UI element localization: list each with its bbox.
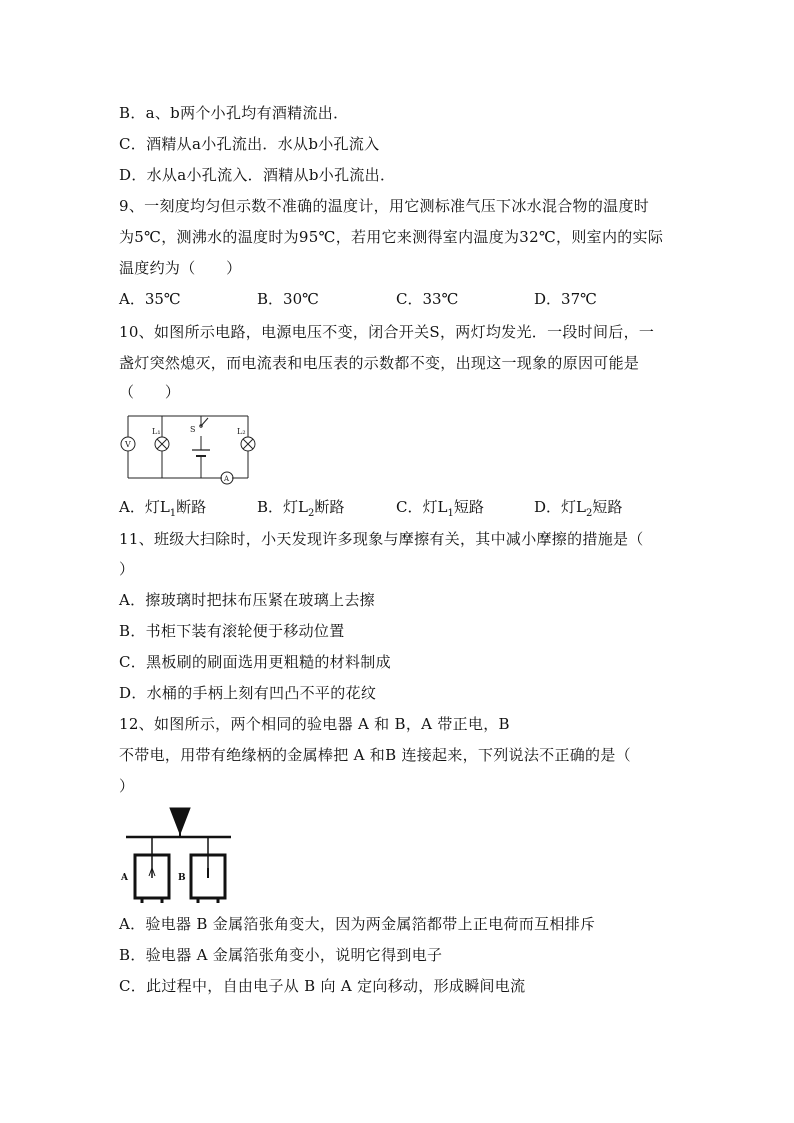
q10-stem-line2: 盏灯突然熄灭，而电流表和电压表的示数都不变，出现这一现象的原因可能是 [119, 354, 640, 372]
q12-stem-line3: ） [119, 777, 135, 795]
q10-option-a: A．灯$L_1$断路 [119, 498, 207, 519]
q12-stem-line1: 12、如图所示，两个相同的验电器 A 和 B，A 带正电，B [119, 715, 510, 733]
q10-option-b: B．灯$L_2$断路 [257, 498, 345, 519]
q12-option-c: C．此过程中，自由电子从 B 向 A 定向移动，形成瞬间电流 [119, 977, 526, 995]
q11-option-d: D．水桶的手柄上刻有凹凸不平的花纹 [119, 684, 377, 702]
lamp-l1-label: L₁ [152, 427, 161, 436]
q8-option-b: B．a、b两个小孔均有酒精流出． [119, 104, 349, 122]
q9-stem-line1: 9、一刻度均匀但示数不准确的温度计，用它测标准气压下冰水混合物的温度时 [119, 197, 650, 215]
q9-option-d: D．37℃ [534, 290, 597, 308]
q8-option-d: D．水从a小孔流入．酒精从b小孔流出． [119, 166, 396, 184]
ammeter-label: A [224, 475, 230, 483]
q11-stem-line2: ） [119, 560, 135, 578]
q11-option-a: A．擦玻璃时把抹布压紧在玻璃上去擦 [119, 591, 375, 609]
electroscope-a-label: A [121, 873, 128, 883]
q10-option-c: C．灯$L_1$短路 [396, 498, 484, 519]
q11-stem-line1: 11、班级大扫除时，小天发现许多现象与摩擦有关，其中减小摩擦的措施是（ [119, 530, 644, 548]
lamp-l2-label: L₂ [237, 427, 246, 436]
q9-option-b: B．30℃ [257, 290, 319, 308]
q12-stem-line2: 不带电，用带有绝缘柄的金属棒把 A 和B 连接起来，下列说法不正确的是（ [119, 746, 631, 764]
q11-option-c: C．黑板刷的刷面选用更粗糙的材料制成 [119, 653, 391, 671]
q9-option-a: A．35℃ [119, 290, 181, 308]
q12-option-b: B．验电器 A 金属箔张角变小，说明它得到电子 [119, 946, 443, 964]
q9-stem-line2: 为5℃，测沸水的温度时为95℃，若用它来测得室内温度为32℃，则室内的实际 [119, 228, 664, 246]
q10-stem-line3: （ ） [119, 383, 181, 401]
q10-stem-line1: 10、如图所示电路，电源电压不变，闭合开关S，两灯均发光．一段时间后，一 [119, 323, 655, 341]
q8-option-c: C．酒精从a小孔流出．水从b小孔流入 [119, 135, 380, 153]
q9-stem-line3: 温度约为（ ） [119, 259, 242, 277]
q11-option-b: B．书柜下装有滚轮便于移动位置 [119, 622, 345, 640]
voltmeter-label: V [125, 440, 131, 449]
q9-option-c: C．33℃ [396, 290, 459, 308]
q12-electroscope-diagram [118, 806, 238, 906]
electroscope-b-label: B [178, 873, 186, 883]
switch-label: S [190, 425, 196, 434]
q10-circuit-diagram [118, 412, 258, 487]
q12-option-a: A．验电器 B 金属箔张角变大，因为两金属箔都带上正电荷而互相排斥 [119, 915, 596, 933]
q10-option-d: D．灯$L_2$短路 [534, 498, 623, 519]
